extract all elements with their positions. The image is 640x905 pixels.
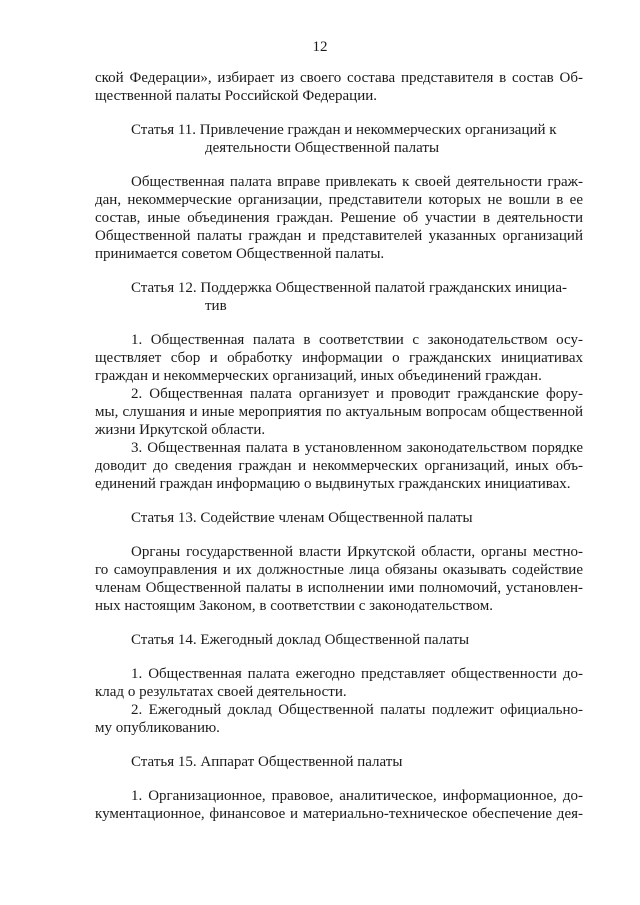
paragraph-line: клад о результатах своей деятельности.: [95, 684, 347, 700]
article-12-heading: Статья 12. Поддержка Общественной палатой гражданских инициа-: [131, 280, 567, 296]
paragraph-line: доводит до сведения граждан и некоммерческих организаций, иных объ-: [95, 458, 583, 474]
paragraph-line: мы, слушания и иные мероприятия по актуальным вопросам общественной: [95, 404, 583, 420]
paragraph-line: кументационное, финансовое и материально-техническое обеспечение дея-: [95, 806, 583, 822]
paragraph-line: 1. Общественная палата ежегодно представляет общественности до-: [131, 666, 583, 682]
article-14-heading: Статья 14. Ежегодный доклад Общественной палаты: [131, 632, 470, 648]
paragraph-line: щественной палаты Российской Федерации.: [95, 88, 377, 104]
paragraph-line: принимается советом Общественной палаты.: [95, 246, 385, 262]
paragraph-line: му опубликованию.: [95, 720, 220, 736]
paragraph-line: ных настоящим Законом, в соответствии с законодательством.: [95, 598, 493, 614]
page-number: 12: [312, 39, 328, 55]
paragraph-line: ской Федерации», избирает из своего состава представителя в состав Об-: [95, 70, 583, 86]
paragraph-line: ществляет сбор и обработку информации о гражданских инициативах: [95, 350, 583, 366]
article-15-heading: Статья 15. Аппарат Общественной палаты: [131, 754, 403, 770]
article-12-heading-cont: тив: [205, 298, 227, 314]
paragraph-line: дан, некоммерческие организации, представители которых не вошли в ее: [95, 192, 583, 208]
paragraph-line: 1. Организационное, правовое, аналитическое, информационное, до-: [131, 788, 583, 804]
paragraph-line: 2. Ежегодный доклад Общественной палаты подлежит официально-: [131, 702, 583, 718]
paragraph-line: членам Общественной палаты в исполнении ими полномочий, установлен-: [95, 580, 583, 596]
paragraph-line: 2. Общественная палата организует и проводит гражданские фору-: [131, 386, 583, 402]
article-13-heading: Статья 13. Содействие членам Общественной палаты: [131, 510, 473, 526]
paragraph-line: состав, иные объединения граждан. Решение об участии в деятельности: [95, 210, 583, 226]
paragraph-line: граждан и некоммерческих организаций, иных объединений граждан.: [95, 368, 542, 384]
paragraph-line: Органы государственной власти Иркутской области, органы местно-: [131, 544, 583, 560]
paragraph-line: единений граждан информацию о выдвинутых гражданских инициативах.: [95, 476, 571, 492]
paragraph-line: го самоуправления и их должностные лица обязаны оказывать содействие: [95, 562, 583, 578]
article-11-heading: Статья 11. Привлечение граждан и некоммерческих организаций к: [131, 122, 557, 138]
paragraph-line: жизни Иркутской области.: [95, 422, 266, 438]
article-11-heading-cont: деятельности Общественной палаты: [205, 140, 440, 156]
paragraph-line: 1. Общественная палата в соответствии с законодательством осу-: [131, 332, 583, 348]
paragraph-line: Общественной палаты граждан и представителей указанных организаций: [95, 228, 583, 244]
paragraph-line: 3. Общественная палата в установленном законодательством порядке: [131, 440, 583, 456]
paragraph-line: Общественная палата вправе привлекать к своей деятельности граж-: [131, 174, 583, 190]
